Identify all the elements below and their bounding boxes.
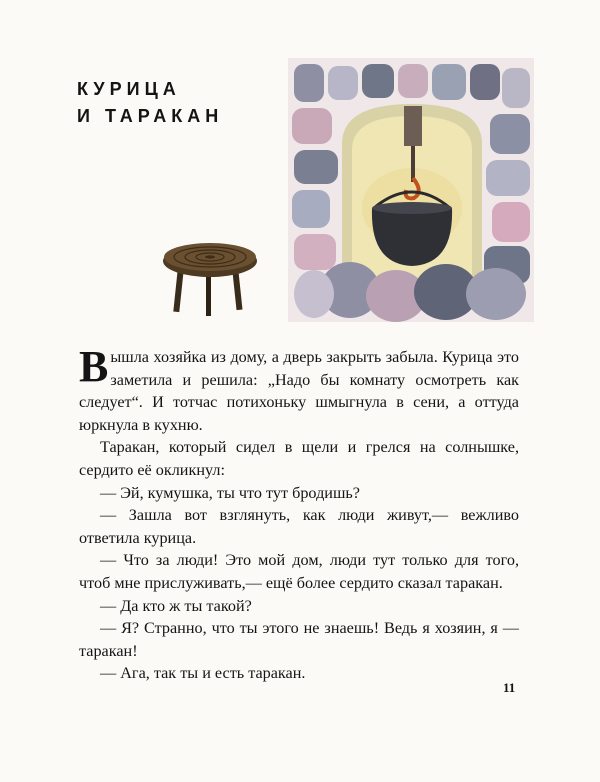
- story-text: [79, 342, 519, 685]
- dialogue-line: — Я? Странно, что ты этого не знаешь! Ведь я хозяин, я — таракан!: [79, 619, 519, 660]
- paragraph-text: ышла хозяйка из дому, а дверь закрыть забыла. Курица это заметила и решила: „Надо бы комнату осмотреть как следует“. И тотчас потихоньку шмыгнула в сени, а оттуда юркнула в кухню.: [79, 348, 519, 434]
- page-number: 11: [503, 680, 516, 695]
- hearth-with-cauldron-illustration: [288, 58, 534, 322]
- story-title: [77, 76, 223, 130]
- title-line-2: И ТАРАКАН: [77, 106, 224, 126]
- dialogue-line: — Зашла вот взглянуть, как люди живут,— вежливо ответила курица.: [79, 506, 519, 547]
- dialogue-line: — Эй, кумушка, ты что тут бродишь?: [100, 483, 360, 502]
- dialogue-line: — Ага, так ты и есть таракан.: [100, 664, 306, 683]
- dialogue-line: — Да кто ж ты такой?: [100, 596, 252, 615]
- dialogue-line: — Что за люди! Это мой дом, люди тут только для того, чтоб мне прислуживать,— ещё более сердито сказал таракан.: [79, 551, 519, 592]
- story-paragraph: [79, 342, 519, 436]
- title-line-1: КУРИЦА: [77, 79, 181, 99]
- drop-cap: В: [79, 342, 109, 391]
- stool-illustration: [160, 240, 260, 318]
- story-paragraph: Таракан, который сидел в щели и грелся на солнышке, сердито её окликнул:: [79, 438, 519, 479]
